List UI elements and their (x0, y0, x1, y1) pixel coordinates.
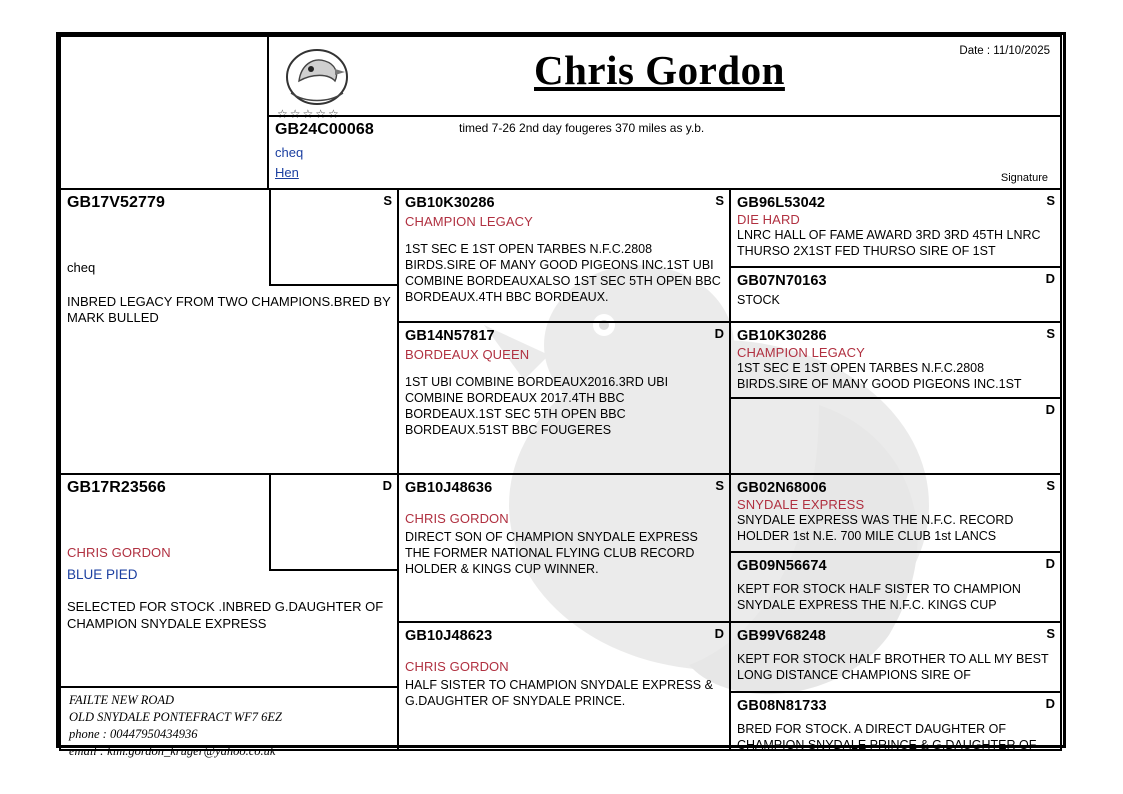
gen3-name-3: CHAMPION LEGACY (737, 345, 865, 360)
gen3-notes-7: KEPT FOR STOCK HALF BROTHER TO ALL MY BEST LONG DISTANCE CHAMPIONS SIRE OF (737, 652, 1049, 682)
dam-ring: GB17R23566 (67, 479, 166, 496)
dam-notes: SELECTED FOR STOCK .INBRED G.DAUGHTER OF CHAMPION SNYDALE EXPRESS (67, 599, 384, 631)
signature-label: Signature (1000, 172, 1048, 184)
gen2-sex-2: D (714, 326, 724, 341)
gen3-ring-2: GB07N70163 (737, 273, 827, 289)
gen2-name-3: CHRIS GORDON (405, 511, 509, 526)
gen2-name-1: CHAMPION LEGACY (405, 214, 533, 229)
subject-timed-note: timed 7-26 2nd day fougeres 370 miles as y.b. (459, 121, 705, 135)
gen2-notes-2: 1ST UBI COMBINE BORDEAUX2016.3RD UBI COMBINE BORDEAUX 2017.4TH BBC BORDEAUX.1ST SEC 5TH OPEN BBC BORDEAUX.51ST BBC FOUGERES (405, 375, 669, 437)
gen2-box-1 (397, 188, 731, 323)
contact-email: email : kim.gordon_kruger@yahoo.co.uk (69, 744, 276, 758)
gen3-ring-6: GB09N56674 (737, 558, 827, 574)
gen2-notes-1: 1ST SEC E 1ST OPEN TARBES N.F.C.2808 BIRDS.SIRE OF MANY GOOD PIGEONS INC.1ST UBI COMBINE BORDEAUXALSO 1ST SEC 5TH OPEN BBC BORDEAUX.4TH BBC BORDEAUX. (405, 242, 721, 304)
gen2-sex-4: D (714, 626, 724, 641)
dam-sex-box (269, 473, 399, 571)
gen3-notes-2: STOCK (737, 293, 780, 307)
gen3-ring-1: GB96L53042 (737, 195, 826, 211)
header-left-blank (59, 35, 269, 190)
sire-sex: S (383, 193, 392, 208)
gen2-box-2 (397, 321, 731, 475)
gen3-box-8 (729, 691, 1062, 751)
gen3-name-1: DIE HARD (737, 212, 800, 227)
sire-sex-box (269, 188, 399, 286)
gen2-name-4: CHRIS GORDON (405, 659, 509, 674)
gen3-name-5: SNYDALE EXPRESS (737, 497, 865, 512)
gen3-sex-8: D (1045, 696, 1055, 711)
gen3-box-3 (729, 321, 1062, 399)
gen2-name-2: BORDEAUX QUEEN (405, 347, 530, 362)
gen3-notes-3: 1ST SEC E 1ST OPEN TARBES N.F.C.2808 BIRDS.SIRE OF MANY GOOD PIGEONS INC.1ST (737, 361, 1022, 391)
gen3-box-1 (729, 188, 1062, 268)
owner-name: Chris Gordon (534, 47, 785, 93)
gen2-notes-3: DIRECT SON OF CHAMPION SNYDALE EXPRESS THE FORMER NATIONAL FLYING CLUB RECORD HOLDER & KINGS CUP WINNER. (405, 530, 698, 576)
gen3-box-7 (729, 621, 1062, 693)
gen3-box-2 (729, 266, 1062, 323)
gen2-notes-4: HALF SISTER TO CHAMPION SNYDALE EXPRESS & G.DAUGHTER OF SNYDALE PRINCE. (405, 678, 713, 708)
gen3-ring-3: GB10K30286 (737, 328, 827, 344)
header-title-box (267, 35, 1062, 121)
gen2-ring-3: GB10J48636 (405, 480, 493, 496)
gen3-ring-5: GB02N68006 (737, 480, 827, 496)
rating-stars: ☆☆☆☆☆ (277, 107, 341, 121)
subject-ring: GB24C00068 (275, 121, 374, 138)
page-title (534, 42, 1014, 102)
contact-phone: phone : 00447950434936 (69, 727, 198, 741)
sire-ring: GB17V52779 (67, 194, 165, 211)
gen3-sex-2: D (1045, 271, 1055, 286)
gen2-sex-1: S (715, 193, 724, 208)
gen3-ring-7: GB99V68248 (737, 628, 826, 644)
gen2-ring-4: GB10J48623 (405, 628, 493, 644)
pedigree-sheet (56, 32, 1066, 758)
gen3-box-4 (729, 397, 1062, 475)
gen3-sex-5: S (1046, 478, 1055, 493)
sire-notes: INBRED LEGACY FROM TWO CHAMPIONS.BRED BY MARK BULLED (67, 293, 391, 325)
gen3-box-6 (729, 551, 1062, 623)
gen3-notes-6: KEPT FOR STOCK HALF SISTER TO CHAMPION SNYDALE EXPRESS THE N.F.C. KINGS CUP (737, 582, 1021, 612)
contact-line-2: OLD SNYDALE PONTEFRACT WF7 6EZ (69, 710, 282, 724)
contact-box (59, 686, 399, 758)
subject-sex: Hen (275, 165, 299, 180)
gen3-sex-7: S (1046, 626, 1055, 641)
gen3-ring-8: GB08N81733 (737, 698, 827, 714)
dam-sex: D (382, 478, 392, 493)
gen3-box-5 (729, 473, 1062, 553)
subject-bird-box (267, 115, 1062, 190)
gen3-notes-8: BRED FOR STOCK. A DIRECT DAUGHTER OF CHAMPION SNYDALE PRINCE & G.DAUGHTER OF (737, 722, 1037, 752)
contact-line-1: FAILTE NEW ROAD (69, 693, 175, 707)
gen3-sex-1: S (1046, 193, 1055, 208)
gen2-sex-3: S (715, 478, 724, 493)
gen3-sex-6: D (1045, 556, 1055, 571)
dam-colour: BLUE PIED (67, 567, 138, 582)
gen3-sex-3: S (1046, 326, 1055, 341)
dam-name: CHRIS GORDON (67, 545, 171, 560)
gen2-ring-2: GB14N57817 (405, 328, 495, 344)
gen3-notes-1: LNRC HALL OF FAME AWARD 3RD 3RD 45TH LNRC THURSO 2X1ST FED THURSO SIRE OF 1ST (737, 228, 1041, 258)
gen2-ring-1: GB10K30286 (405, 195, 495, 211)
gen2-box-4 (397, 621, 731, 751)
subject-colour: cheq (275, 145, 304, 160)
gen3-notes-5: SNYDALE EXPRESS WAS THE N.F.C. RECORD HOLDER 1st N.E. 700 MILE CLUB 1st LANCS (737, 513, 1014, 543)
date-label: Date : 11/10/2025 (959, 45, 1050, 57)
gen3-sex-4: D (1045, 402, 1055, 417)
sire-colour: cheq (67, 260, 96, 275)
gen2-box-3 (397, 473, 731, 623)
